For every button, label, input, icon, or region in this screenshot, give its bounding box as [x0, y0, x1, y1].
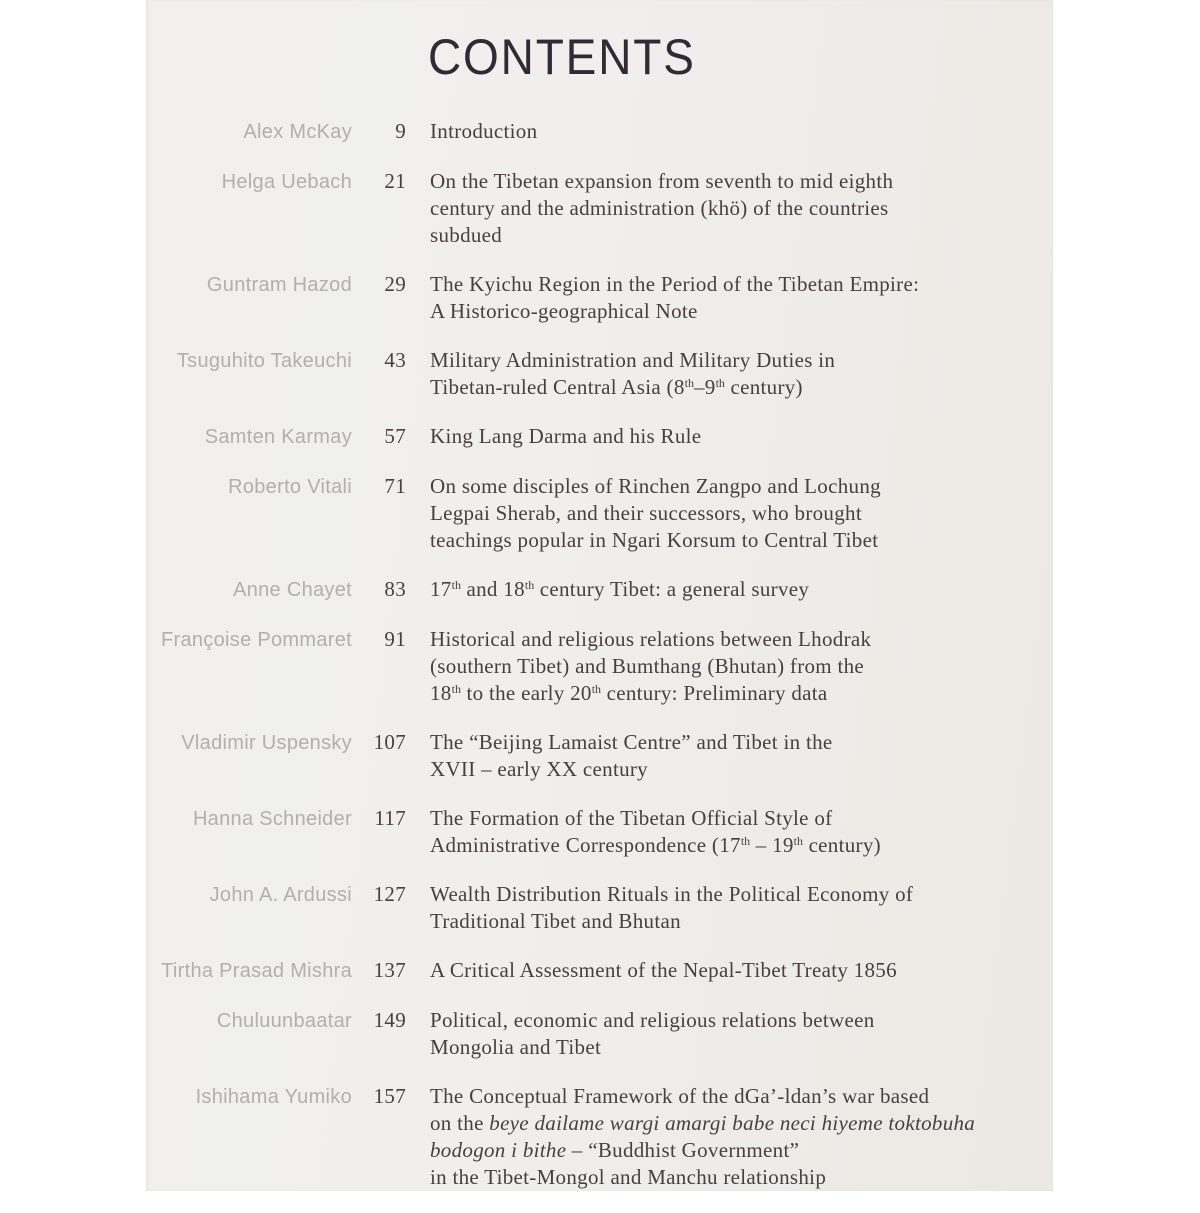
title-segment: A Critical Assessment of the Nepal-Tibet Treaty 1856: [430, 958, 897, 982]
entry-title-line: [430, 527, 881, 554]
title-segment-italic: beye dailame wargi amargi babe neci hiyeme toktobuha: [489, 1111, 976, 1135]
title-segment: The Conceptual Framework of the dGa’-ldan’s war based: [430, 1084, 930, 1108]
title-segment: A Historico-geographical Note: [430, 299, 698, 323]
entry-title-line: [430, 271, 919, 298]
title-segment: on the: [430, 1111, 490, 1135]
toc-list: [146, 118, 1053, 1213]
entry-author: Françoise Pommaret: [160, 629, 352, 651]
entry-page-number: 71: [384, 474, 406, 498]
entry-page-number: 91: [384, 627, 406, 651]
title-segment-italic: bodogon i bithe: [430, 1138, 567, 1162]
toc-entry: [146, 576, 1053, 604]
entry-page-number: 29: [384, 272, 406, 296]
entry-title: [430, 626, 871, 707]
entry-title-line: [430, 653, 871, 680]
entry-author: Alex McKay: [243, 121, 352, 143]
entry-title-line: [430, 195, 893, 222]
entry-title: [430, 957, 897, 984]
entry-author: Hanna Schneider: [192, 808, 352, 830]
title-segment-superscript: th: [524, 578, 535, 592]
title-segment-superscript: th: [740, 834, 751, 848]
title-segment: Historical and religious relations between Lhodrak: [430, 627, 872, 651]
entry-title: [430, 168, 893, 249]
toc-entry: [146, 805, 1053, 859]
title-segment: Political, economic and religious relations between: [430, 1008, 875, 1032]
entry-page-number: 21: [384, 169, 406, 193]
title-segment: – “Buddhist Government”: [566, 1138, 800, 1162]
toc-entry: [146, 168, 1053, 249]
title-segment: On the Tibetan expansion from seventh to mid eighth: [430, 169, 894, 193]
title-segment: Introduction: [430, 119, 538, 143]
entry-title: [430, 576, 809, 603]
entry-title: [430, 271, 919, 325]
title-segment: 18: [430, 681, 452, 705]
title-segment: century): [724, 375, 803, 399]
toc-entry: [146, 423, 1053, 451]
entry-title: [430, 881, 913, 935]
title-segment-superscript: th: [451, 682, 461, 696]
entry-author: Ishihama Yumiko: [195, 1086, 352, 1108]
entry-title-line: [430, 576, 809, 603]
entry-author: Vladimir Uspensky: [181, 732, 352, 754]
title-segment: The “Beijing Lamaist Centre” and Tibet in the: [430, 730, 833, 754]
entry-title-line: [430, 729, 833, 756]
entry-title: [430, 805, 881, 859]
entry-author: Tirtha Prasad Mishra: [161, 960, 352, 982]
entry-title-line: [430, 168, 893, 195]
title-segment-superscript: th: [715, 376, 725, 390]
page-title: CONTENTS: [428, 29, 696, 85]
entry-author: Guntram Hazod: [206, 274, 352, 296]
entry-title-line: [430, 423, 701, 450]
toc-entry: [146, 473, 1053, 554]
entry-title-line: [430, 908, 913, 935]
title-segment: – 19: [750, 833, 794, 857]
title-segment: century and the administration (khö) of the countries: [430, 196, 889, 220]
title-segment: century: Preliminary data: [601, 681, 828, 705]
entry-title: [430, 1083, 975, 1191]
toc-entry: [146, 729, 1053, 783]
entry-title-line: [430, 805, 881, 832]
title-segment: to the early 20: [460, 681, 592, 705]
book-page: [146, 0, 1053, 1191]
entry-author: Roberto Vitali: [228, 476, 352, 498]
title-segment: teachings popular in Ngari Korsum to Central Tibet: [430, 528, 879, 552]
entry-author: Samten Karmay: [204, 426, 352, 448]
title-segment: 17: [430, 577, 452, 601]
title-segment: subdued: [430, 223, 503, 247]
entry-title-line: [430, 832, 881, 859]
entry-title-line: [430, 347, 835, 374]
title-segment: Traditional Tibet and Bhutan: [430, 909, 681, 933]
title-segment-superscript: th: [591, 682, 602, 696]
entry-title-line: [430, 1007, 875, 1034]
entry-title-line: [430, 298, 919, 325]
title-segment: Military Administration and Military Duties in: [430, 348, 836, 372]
title-segment-superscript: th: [451, 578, 461, 592]
entry-page-number: 107: [373, 730, 406, 754]
title-segment: Mongolia and Tibet: [430, 1035, 602, 1059]
toc-entry: [146, 626, 1053, 707]
toc-entry: [146, 881, 1053, 935]
entry-author: Anne Chayet: [233, 579, 352, 601]
entry-title: [430, 473, 881, 554]
title-segment: century Tibet: a general survey: [534, 577, 810, 601]
title-segment: King Lang Darma and his Rule: [430, 424, 702, 448]
entry-page-number: 9: [395, 119, 406, 143]
title-segment: On some disciples of Rinchen Zangpo and Lochung: [430, 474, 881, 498]
title-segment-superscript: th: [793, 834, 804, 848]
entry-title-line: [430, 222, 893, 249]
entry-title-line: [430, 957, 897, 984]
entry-author: John A. Ardussi: [209, 884, 352, 906]
title-segment: Legpai Sherab, and their successors, who brought: [430, 501, 862, 525]
entry-author: Chuluunbaatar: [216, 1010, 352, 1032]
entry-title-line: [430, 756, 833, 783]
entry-title: [430, 423, 701, 450]
toc-entry: [146, 118, 1053, 146]
entry-author: Tsuguhito Takeuchi: [176, 350, 352, 372]
title-segment: in the Tibet-Mongol and Manchu relationship: [430, 1165, 827, 1189]
title-segment: and 18: [460, 577, 525, 601]
entry-title-line: [430, 500, 881, 527]
entry-page-number: 157: [373, 1084, 406, 1108]
entry-title-line: [430, 473, 881, 500]
entry-page-number: 43: [384, 348, 406, 372]
title-segment: The Formation of the Tibetan Official Style of: [430, 806, 833, 830]
toc-entry: [146, 347, 1053, 401]
entry-page-number: 137: [373, 958, 406, 982]
entry-title: [430, 118, 537, 145]
entry-title-line: [430, 374, 835, 401]
toc-entry: [146, 1007, 1053, 1061]
title-segment: The Kyichu Region in the Period of the Tibetan Empire:: [430, 272, 920, 296]
toc-entry: [146, 271, 1053, 325]
toc-entry: [146, 957, 1053, 985]
entry-author: Helga Uebach: [221, 171, 352, 193]
title-segment: Tibetan-ruled Central Asia (8: [430, 375, 685, 399]
entry-title-line: [430, 881, 913, 908]
title-segment: XVII – early XX century: [430, 757, 648, 781]
title-segment: century): [803, 833, 881, 857]
entry-title-line: [430, 626, 871, 653]
entry-title: [430, 729, 833, 783]
entry-title-line: [430, 680, 871, 707]
entry-title-line: [430, 1083, 975, 1110]
entry-page-number: 83: [384, 577, 406, 601]
entry-title: [430, 1007, 875, 1061]
title-segment: (southern Tibet) and Bumthang (Bhutan) from the: [430, 654, 865, 678]
entry-title: [430, 347, 835, 401]
entry-page-number: 149: [373, 1008, 406, 1032]
entry-title-line: [430, 1164, 975, 1191]
entry-page-number: 57: [384, 424, 406, 448]
title-segment-superscript: th: [684, 376, 694, 390]
entry-title-line: [430, 1137, 975, 1164]
entry-page-number: 117: [374, 806, 406, 830]
title-segment: Wealth Distribution Rituals in the Political Economy of: [430, 882, 914, 906]
entry-title-line: [430, 1110, 975, 1137]
title-segment: –9: [693, 375, 716, 399]
entry-page-number: 127: [373, 882, 406, 906]
entry-title-line: [430, 1034, 875, 1061]
toc-entry: [146, 1083, 1053, 1191]
title-segment: Administrative Correspondence (17: [430, 833, 741, 857]
entry-title-line: [430, 118, 537, 145]
